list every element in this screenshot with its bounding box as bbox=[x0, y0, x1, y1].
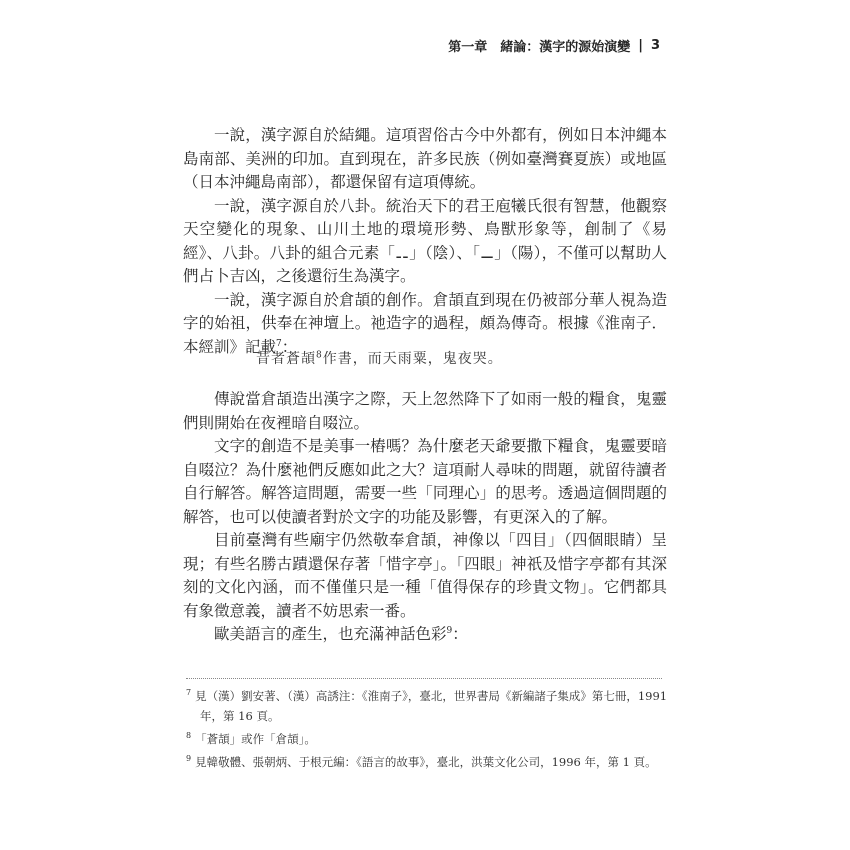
paragraph: 一說，漢字源自於八卦。統治天下的君王庖犧氏很有智慧，他觀察天空變化的現象、山川土地的環境形勢、鳥獸形象等，創制了《易經》、八卦。八卦的組合元素「⚋」（陰）、「⚊」（陽），不僅可以幫助人們占卜吉凶，之後還衍生為漢字。 bbox=[183, 196, 667, 285]
footnote-number: 9 bbox=[186, 754, 192, 764]
footnote: $^9$ 見韓敬體、張朝炳、于根元編：《語言的故事》，臺北，洪葉文化公司，1996 年，第 1 頁。 bbox=[186, 754, 657, 769]
footnote-number: 7 bbox=[186, 688, 192, 698]
footnote-ref[interactable]: 8 bbox=[316, 350, 323, 361]
paragraph: 文字的創造不是美事一樁嗎？為什麼老天爺要撒下糧食，鬼靈要暗自啜泣？為什麼祂們反應如此之大？這項耐人尋味的問題，就留待讀者自行解答。解答這問題，需要一些「同理心」的思考。透過這個問題的解答，也可以使讀者對於文字的功能及影響，有更深入的了解。 bbox=[183, 437, 667, 526]
paragraph: 一說，漢字源自於倉頡的創作。倉頡直到現在仍被部分華人視為造字的始祖，供奉在神壇上。祂造字的過程，頗為傳奇。根據《淮南子．本經訓》記載$^7$： bbox=[183, 290, 667, 356]
body-text-top bbox=[183, 124, 667, 359]
footnote: $^8$ 「蒼頡」或作「倉頡」。 bbox=[186, 731, 316, 746]
block-quote: 昔者蒼頡$^8$作書，而天雨粟，鬼夜哭。 bbox=[256, 350, 503, 367]
body-text-bottom bbox=[183, 388, 667, 647]
running-header bbox=[448, 36, 660, 55]
paragraph: 一說，漢字源自於結繩。這項習俗古今中外都有，例如日本沖繩本島南部、美洲的印加。直到現在，許多民族（例如臺灣賽夏族）或地區（日本沖繩島南部），都還保留有這項傳統。 bbox=[183, 126, 667, 191]
footnote: $^7$ 見（漢）劉安著、（漢）高誘注：《淮南子》，臺北，世界書局《新編諸子集成》第七冊，1991 年，第 16 頁。 bbox=[186, 688, 668, 723]
chapter-title: 第一章 緒論：漢字的源始演變 bbox=[448, 40, 631, 55]
page-number: 3 bbox=[650, 38, 660, 53]
paragraph: 目前臺灣有些廟宇仍然敬奉倉頡，神像以「四目」（四個眼睛）呈現；有些名勝古蹟還保存著「惜字亭」。「四眼」神祇及惜字亭都有其深刻的文化內涵，而不僅僅只是一種「值得保存的珍貴文物」。它們都具有象徵意義，讀者不妨思索一番。 bbox=[183, 531, 667, 620]
paragraph: 傳說當倉頡造出漢字之際，天上忽然降下了如雨一般的糧食，鬼靈們則開始在夜裡暗自啜泣。 bbox=[183, 390, 667, 432]
footnote-divider bbox=[186, 678, 662, 679]
footnote-number: 8 bbox=[186, 731, 192, 741]
footnote-ref[interactable]: 9 bbox=[446, 625, 453, 636]
paragraph: 歐美語言的產生，也充滿神話色彩$^9$： bbox=[214, 625, 468, 643]
footnote-ref[interactable]: 7 bbox=[276, 338, 282, 349]
header-separator: | bbox=[638, 38, 643, 53]
footnotes bbox=[186, 686, 676, 775]
